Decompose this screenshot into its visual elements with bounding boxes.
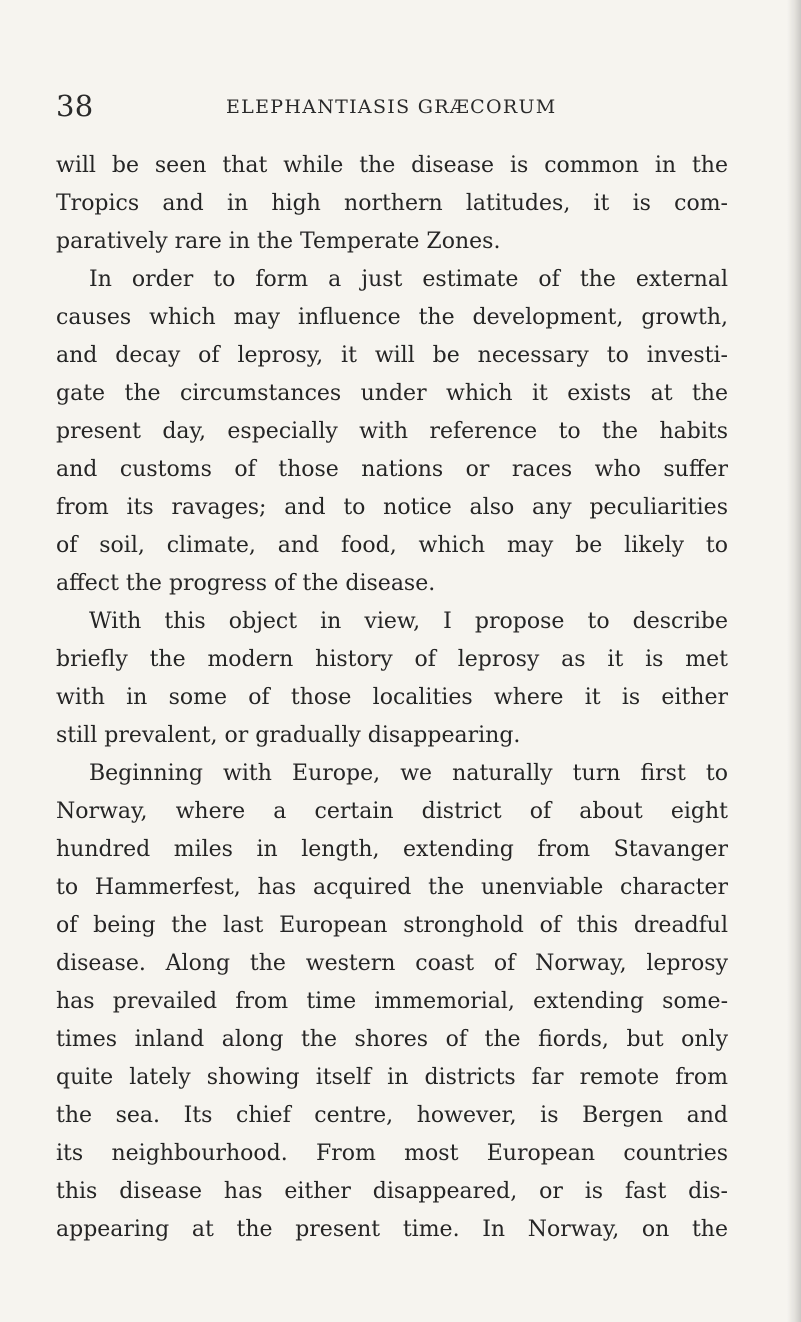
text-line: of being the last European stronghold of this dreadful: [56, 913, 728, 938]
text-line: With this object in view, I propose to describe: [89, 609, 728, 634]
text-line: hundred miles in length, extending from Stavanger: [56, 837, 728, 862]
text-line: and decay of leprosy, it will be necessary to investi-: [56, 343, 728, 368]
running-head: [56, 90, 736, 122]
text-line: of soil, climate, and food, which may be likely to: [56, 533, 728, 558]
running-title: ELEPHANTIASIS GRÆCORUM: [226, 96, 557, 118]
text-line: Norway, where a certain district of about eight: [56, 799, 728, 824]
body-text: [56, 147, 728, 1249]
text-line: paratively rare in the Temperate Zones.: [56, 229, 501, 254]
page-edge-shadow: [787, 0, 801, 1322]
text-line: In order to form a just estimate of the external: [89, 267, 728, 292]
text-line: gate the circumstances under which it exists at the: [56, 381, 728, 406]
text-line: Tropics and in high northern latitudes, it is com-: [56, 191, 728, 216]
page-number: 38: [56, 89, 94, 123]
text-line: briefly the modern history of leprosy as it is met: [56, 647, 728, 672]
text-line: and customs of those nations or races who suffer: [56, 457, 728, 482]
text-line: this disease has either disappeared, or is fast dis-: [56, 1179, 728, 1204]
text-line: disease. Along the western coast of Norway, leprosy: [56, 951, 728, 976]
text-line: will be seen that while the disease is common in the: [56, 153, 728, 178]
text-line: has prevailed from time immemorial, extending some-: [56, 989, 728, 1014]
text-line: present day, especially with reference to the habits: [56, 419, 728, 444]
text-line: from its ravages; and to notice also any peculiarities: [56, 495, 728, 520]
text-line: still prevalent, or gradually disappearing.: [56, 723, 521, 748]
text-line: times inland along the shores of the fiords, but only: [56, 1027, 728, 1052]
text-line: Beginning with Europe, we naturally turn first to: [89, 761, 728, 786]
text-line: causes which may influence the development, growth,: [56, 305, 728, 330]
text-line: the sea. Its chief centre, however, is Bergen and: [56, 1103, 728, 1128]
text-line: with in some of those localities where it is either: [56, 685, 728, 710]
text-line: appearing at the present time. In Norway, on the: [56, 1217, 728, 1242]
text-line: quite lately showing itself in districts far remote from: [56, 1065, 728, 1090]
text-line: to Hammerfest, has acquired the unenviable character: [56, 875, 728, 900]
text-line: affect the progress of the disease.: [56, 571, 436, 596]
text-line: its neighbourhood. From most European countries: [56, 1141, 728, 1166]
